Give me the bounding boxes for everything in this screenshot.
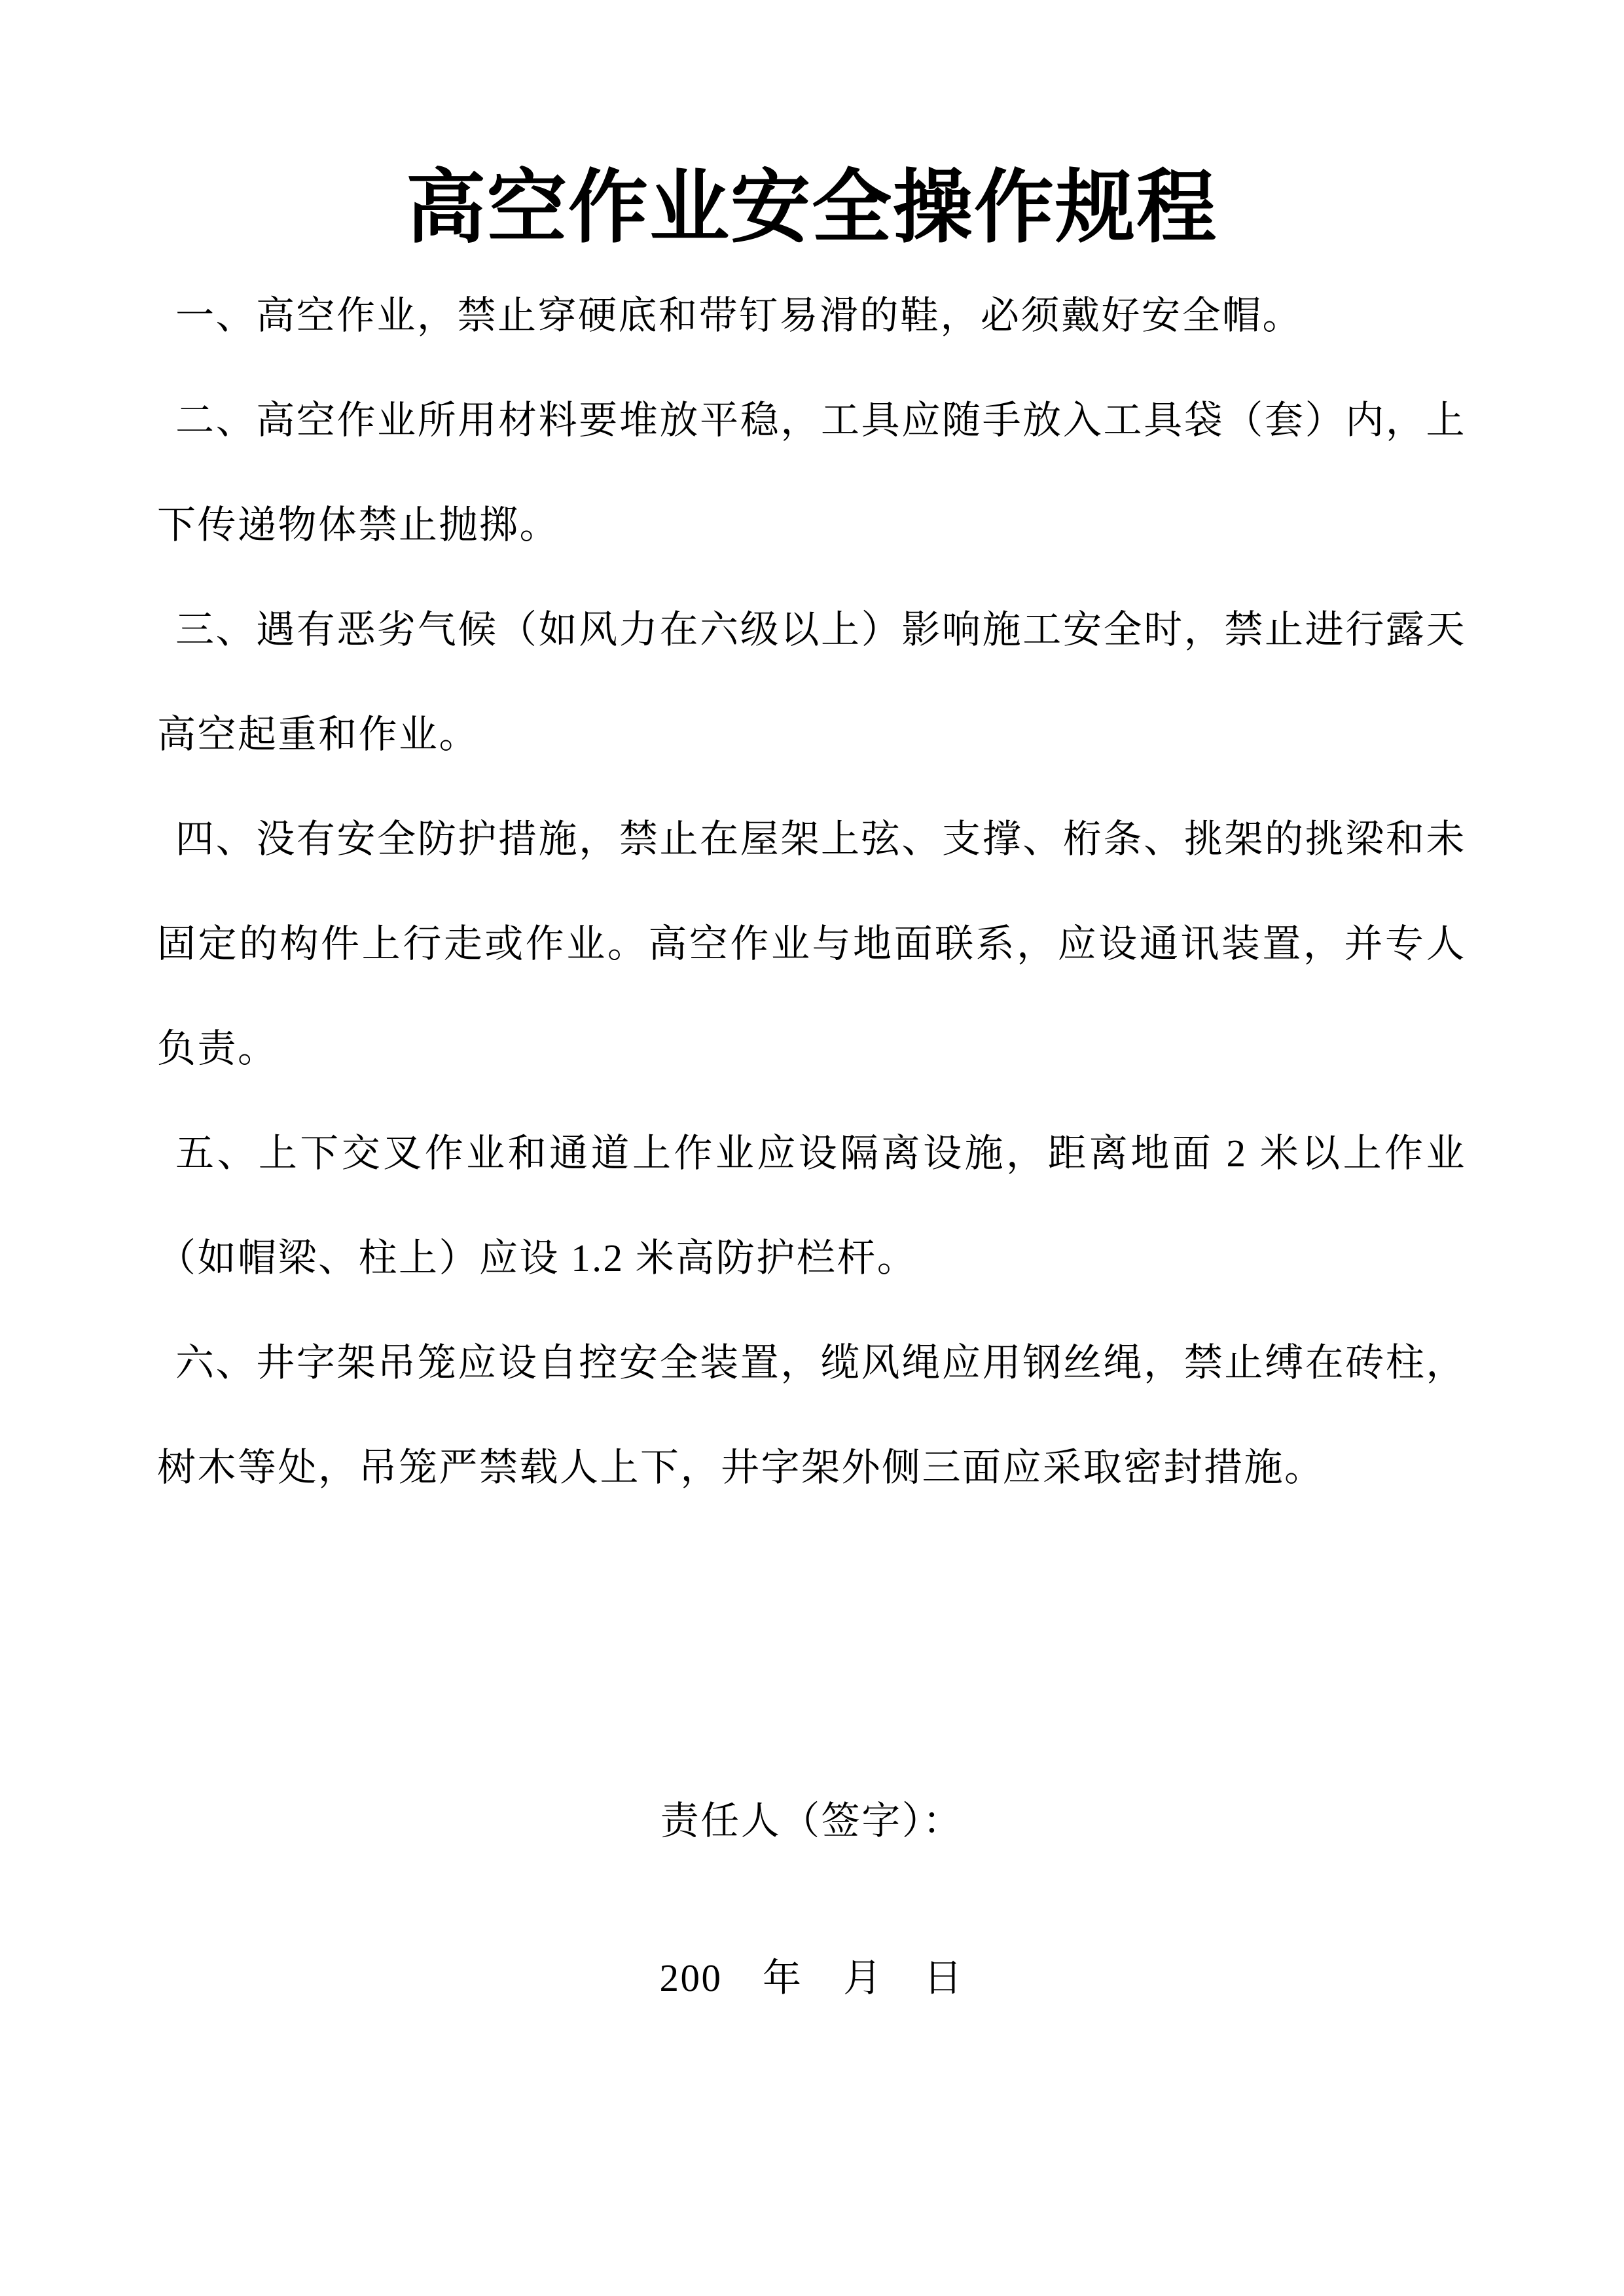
rule-paragraph-3: 三、遇有恶劣气候（如风力在六级以上）影响施工安全时，禁止进行露天高空起重和作业。 — [157, 608, 1466, 756]
signature-line: 责任人（签字）： — [660, 1799, 964, 1842]
rule-paragraph-5: 五、上下交叉作业和通道上作业应设隔离设施，距离地面 2 米以上作业（如帽梁、柱上）应设 1.2 米高防护栏杆。 — [157, 1132, 1466, 1280]
rule-paragraph-6: 六、井字架吊笼应设自控安全装置，缆风绳应用钢丝绳，禁止缚在砖柱，树木等处，吊笼严禁载人上下，井字架外侧三面应采取密封措施。 — [157, 1341, 1466, 1489]
document-body — [157, 263, 1466, 1520]
document-title: 高空作业安全操作规程 — [406, 163, 1218, 252]
rule-paragraph-2: 二、高空作业所用材料要堆放平稳，工具应随手放入工具袋（套）内，上下传递物体禁止抛掷。 — [157, 399, 1466, 547]
rule-paragraph-1: 一、高空作业，禁止穿硬底和带钉易滑的鞋，必须戴好安全帽。 — [175, 294, 1303, 337]
rule-paragraph-4: 四、没有安全防护措施，禁止在屋架上弦、支撑、桁条、挑架的挑梁和未固定的构件上行走或作业。高空作业与地面联系，应设通讯装置，并专人负责。 — [157, 817, 1466, 1070]
date-line: 200 年 月 日 — [659, 1956, 964, 2000]
